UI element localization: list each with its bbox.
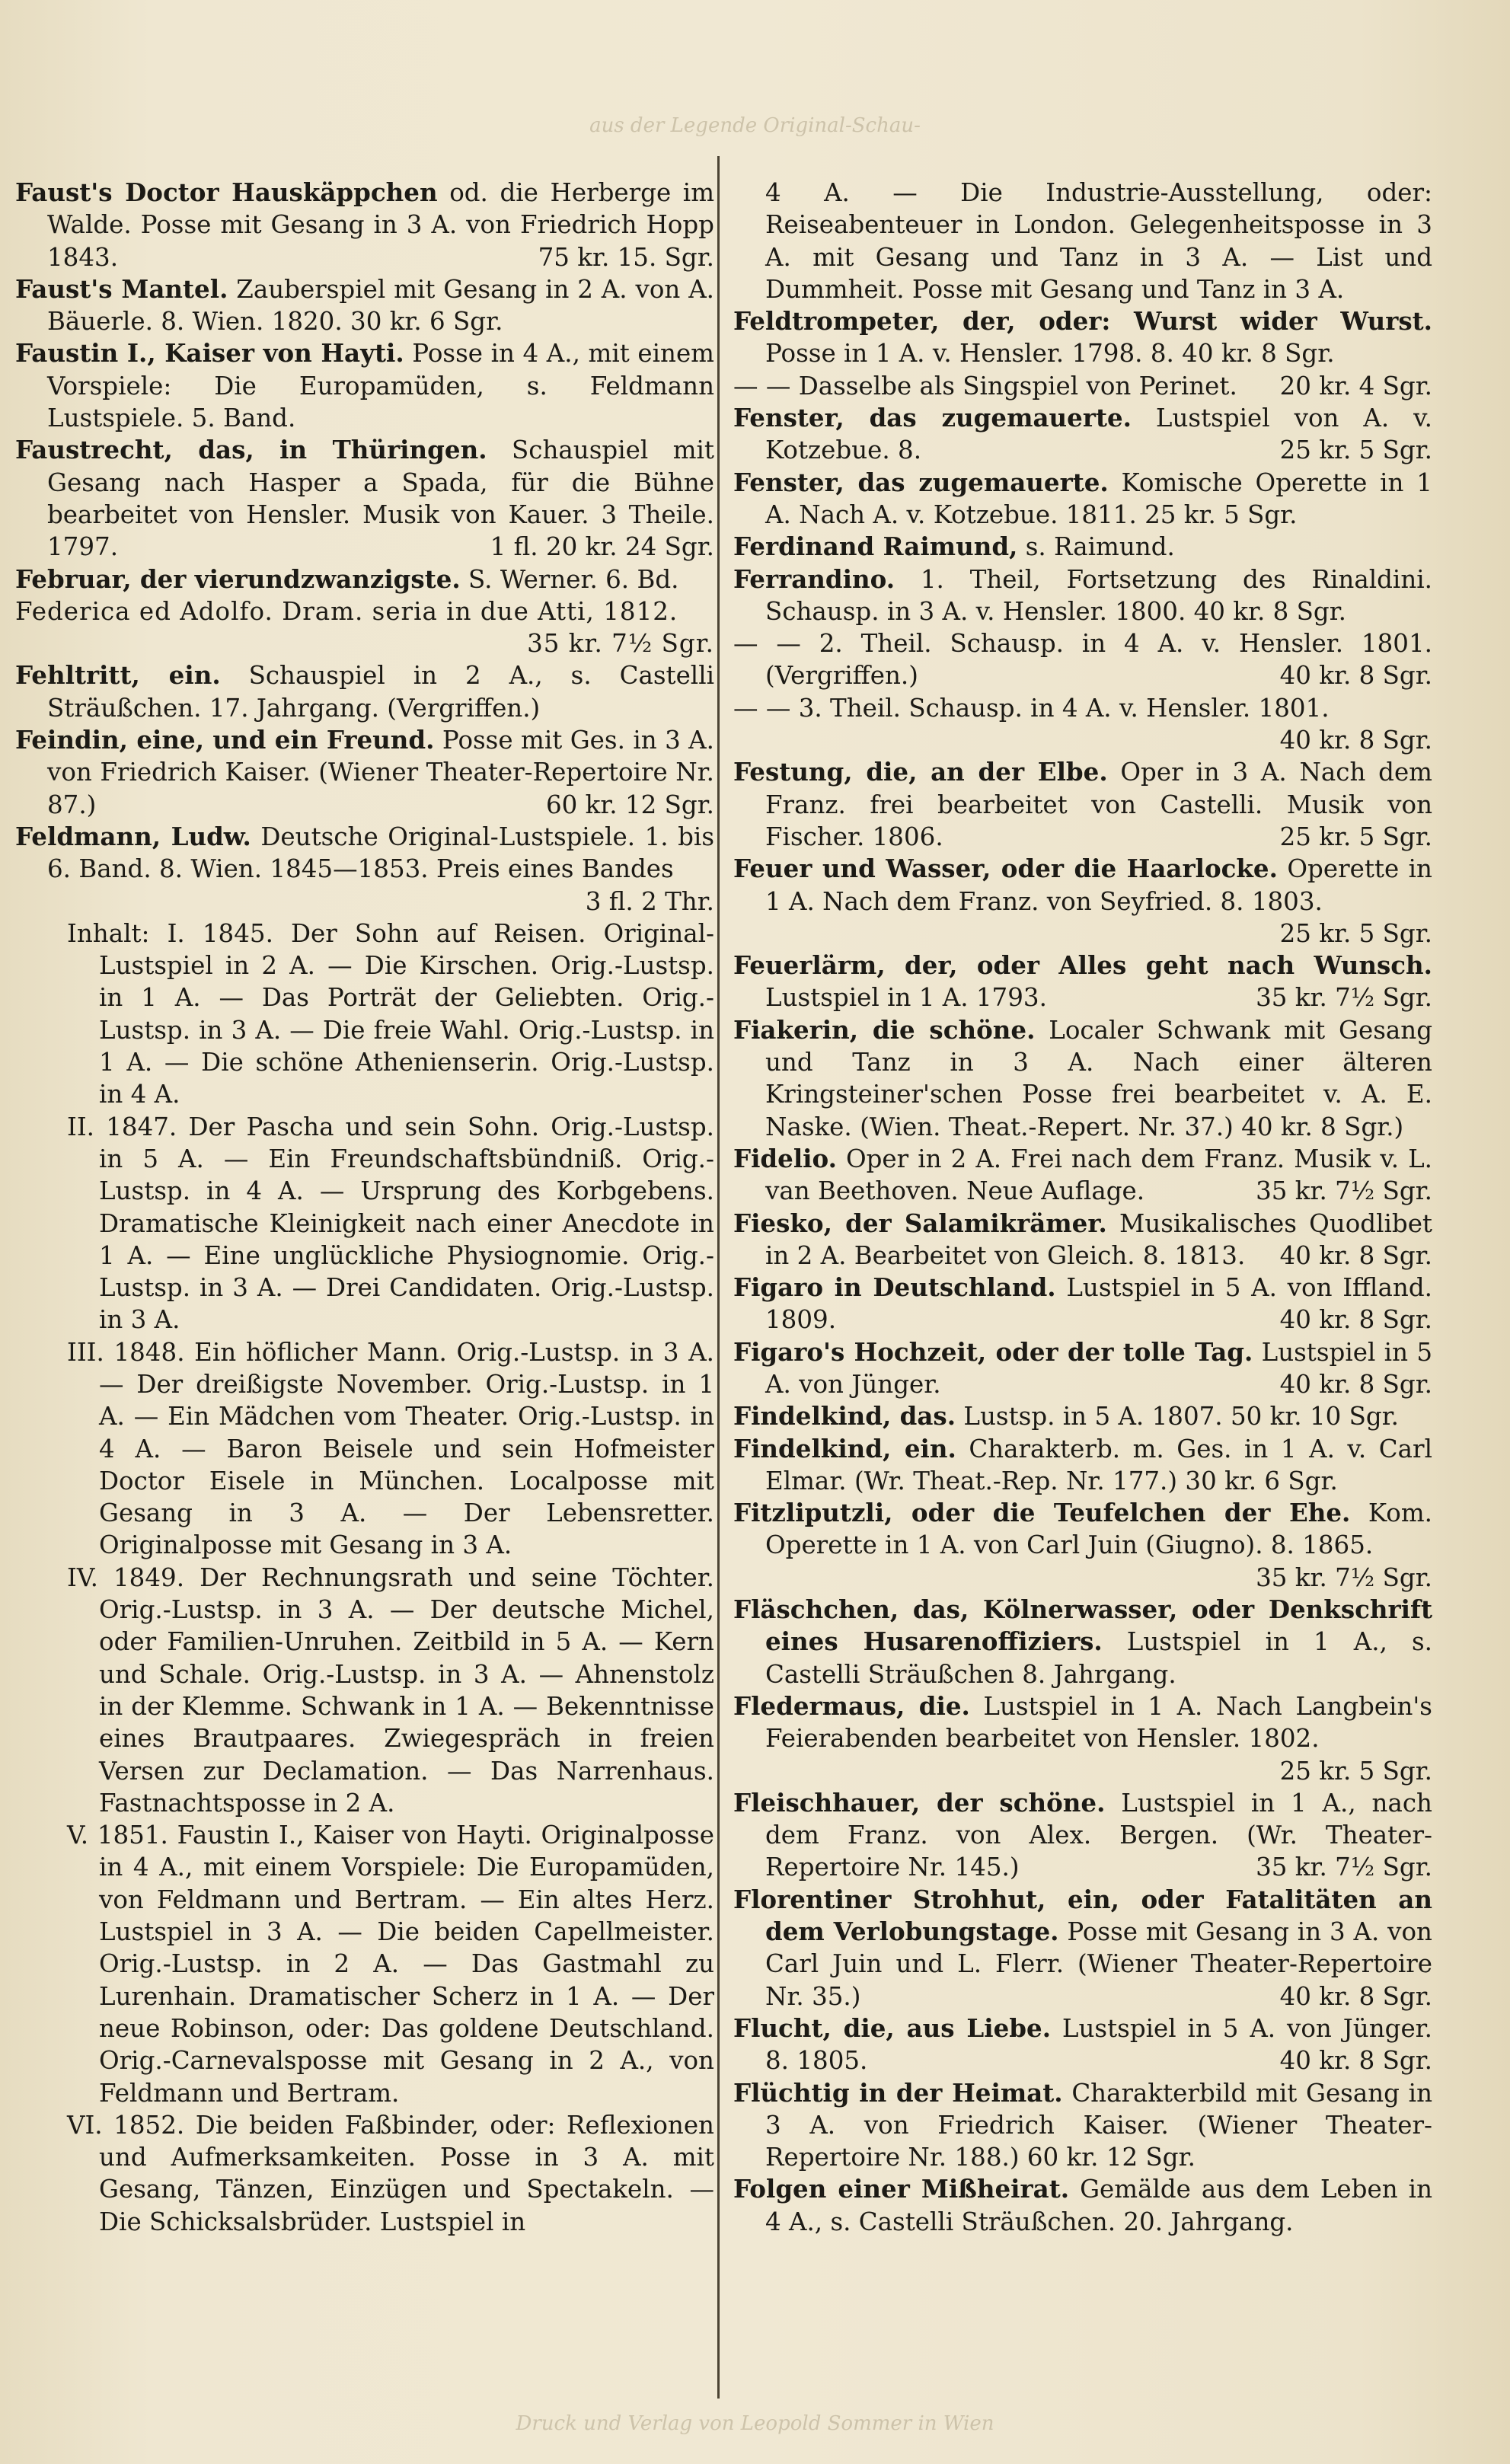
catalog-entry [15,273,714,338]
entry-text: Charakterb. m. Ges. in 1 A. v. Carl Elmar. (Wr. Theat.-Rep. Nr. 177.) 30 kr. 6 Sgr. [765,1434,1432,1495]
catalog-entry [733,305,1432,370]
entry-text: od. die Herberge im Walde. Posse mit Gesang in 3 A. von Friedrich Hopp 1843. [47,178,714,272]
entry-title: Feindin, eine, und ein Freund. [15,725,435,755]
entry-title: Fenster, das zugemauerte. [733,403,1132,433]
entry-text: Komische Operette in 1 A. Nach A. v. Kotzebue. 1811. 25 kr. 5 Sgr. [765,468,1432,529]
entry-text: Lustspiel in 1 A., nach dem Franz. von Alex. Bergen. (Wr. Theater-Repertoire Nr. 145.) [765,1788,1432,1882]
entry-title: Flüchtig in der Heimat. [733,2077,1063,2108]
entry-text: Charakterbild mit Gesang in 3 A. von Friedrich Kaiser. (Wiener Theater-Repertoire Nr. 188.) 60 kr. 12 Sgr. [765,2078,1432,2172]
catalog-entry [733,2012,1432,2077]
catalog-entry [733,2077,1432,2174]
catalog-entry [733,627,1432,692]
entry-price: 40 kr. 8 Sgr. [1279,1981,1432,2011]
entry-title: Faust's Mantel. [15,273,228,304]
entry-text: Localer Schwank mit Gesang und Tanz in 3 A. Nach einer älteren Kringsteiner'schen Posse frei bearbeitet v. A. E. Naske. (Wien. Theat.-Repert. Nr. 37.) 40 kr. 8 Sgr.) [765,1015,1432,1141]
catalog-entry [733,563,1432,628]
entry-price: 35 kr. 7½ Sgr. [1256,1562,1432,1592]
entry-title: Figaro in Deutschland. [733,1272,1056,1303]
catalog-entry [733,370,1432,402]
entry-text: Posse mit Gesang in 3 A. von Carl Juin und L. Flerr. (Wiener Theater-Repertoire Nr. 35.) [765,1917,1432,2011]
entry-price: 40 kr. 8 Sgr. [1279,661,1432,691]
entry-text: Lustsp. in 5 A. 1807. 50 kr. 10 Sgr. [963,1402,1400,1431]
catalog-entry [733,692,1432,755]
entry-title: — — [733,629,801,659]
entry-text: 1. Theil, Fortsetzung des Rinaldini. Schausp. in 3 A. v. Hensler. 1800. 40 kr. 8 Sgr. [765,564,1432,626]
catalog-entry [15,563,714,595]
catalog-entry [733,950,1432,1014]
entry-price: 60 kr. 12 Sgr. [545,790,714,819]
entry-text: Lustspiel von A. v. Kotzebue. 8. [765,404,1432,465]
entry-title: — — [733,371,791,401]
entry-text: Oper in 3 A. Nach dem Franz. frei bearbeitet von Castelli. Musik von Fischer. 1806. [765,758,1432,851]
catalog-entry [733,1208,1432,1272]
left-column [15,177,714,2392]
entry-text: s. Raimund. [1025,532,1175,562]
catalog-entry [733,853,1432,948]
entry-title: Fläschchen, das, Kölnerwasser, oder Denkschrift eines Husarenoffiziers. [733,1594,1432,1657]
volume-contents: II. 1847. Der Pascha und sein Sohn. Orig.-Lustsp. in 5 A. — Ein Freundschaftsbündniß. Orig.-Lustsp. in 4 A. — Ursprung des Korbgebens. Dramatische Kleinigkeit nach einer Anecdote in 1 A. — Eine unglückliche Physiognomie. Orig.-Lustsp. in 3 A. — Drei Candidaten. Orig.-Lustsp. in 3 A. [67,1112,714,1335]
entry-text: Lustspiel in 5 A. von Jünger. [765,1337,1432,1399]
entry-text: Posse mit Ges. in 3 A. von Friedrich Kaiser. (Wiener Theater-Repertoire Nr. 87.) [47,726,714,819]
catalog-entry [733,1336,1432,1401]
catalog-entry [733,756,1432,853]
entry-title: Findelkind, ein. [733,1433,956,1463]
entry-title: Folgen einer Mißheirat. [733,2174,1070,2204]
entry-title: Fiakerin, die schöne. [733,1014,1036,1045]
entry-price: 35 kr. 7½ Sgr. [1256,983,1432,1013]
entry-price: 40 kr. 8 Sgr. [1279,726,1432,755]
entry-text: Kom. Operette in 1 A. von Carl Juin (Giugno). 8. 1865. [765,1499,1432,1560]
entry-title: Faustrecht, das, in Thüringen. [15,435,487,465]
entry-title: Feuer und Wasser, oder die Haarlocke. [733,854,1278,884]
entry-price: 25 kr. 5 Sgr. [1279,1756,1432,1786]
entry-title: Fitzliputzli, oder die Teufelchen der Ehe. [733,1498,1351,1528]
entry-price: 1 fl. 20 kr. 24 Sgr. [490,532,714,562]
catalog-entry [733,1884,1432,2012]
entry-price: 40 kr. 8 Sgr. [1279,1369,1432,1399]
entry-title: Figaro's Hochzeit, oder der tolle Tag. [733,1336,1253,1367]
volume-contents: III. 1848. Ein höflicher Mann. Orig.-Lustsp. in 3 A. — Der dreißigste November. Orig.-Lustsp. in 1 A. — Ein Mädchen vom Theater. Orig.-Lustsp. in 4 A. — Baron Beisele und sein Hofmeister Doctor Eisele in München. Localposse mit Gesang in 3 A. — Der Lebensretter. Originalposse mit Gesang in 3 A. [67,1337,714,1560]
entry-title: Faustin I., Kaiser von Hayti. [15,338,404,369]
entry-text: Lustspiel in 1 A. Nach Langbein's Feierabenden bearbeitet von Hensler. 1802. [765,1691,1432,1754]
catalog-entry [15,821,714,916]
entry-text: Dram. seria in due Atti, 1812. [282,596,678,626]
catalog-entry [733,1787,1432,1884]
entry-price: 25 kr. 5 Sgr. [1279,918,1432,948]
entry-price: 40 kr. 8 Sgr. [1279,1240,1432,1270]
entry-title: Fenster, das zugemauerte. [733,467,1109,497]
bleed-through-text: Druck und Verlag von Leopold Sommer in Wien [516,2412,994,2435]
entry-title: Feuerlärm, der, oder Alles geht nach Wunsch. [733,950,1432,981]
entry-text: Lustspiel in 1 A. 1793. [765,983,1047,1013]
entry-title: Festung, die, an der Elbe. [733,757,1108,787]
catalog-entry [733,1594,1432,1690]
catalog-entry [15,595,714,659]
catalog-entry [733,1143,1432,1208]
entry-text: 2. Theil. Schausp. in 4 A. v. Hensler. 1801. (Vergriffen.) [765,629,1432,691]
catalog-entry [15,177,714,273]
entry-price: 25 kr. 5 Sgr. [1279,436,1432,465]
entry-price: 3 fl. 2 Thr. [585,886,714,916]
entry-text: Dasselbe als Singspiel von Perinet. [798,371,1237,401]
catalog-entry [733,1400,1432,1432]
entry-title: Ferrandino. [733,563,895,594]
entry-text: Schauspiel mit Gesang nach Hasper a Spada, für die Bühne bearbeitet von Hensler. Musik von Kauer. 3 Theile. 1797. [47,436,714,562]
entry-text: Posse in 1 A. v. Hensler. 1798. 8. 40 kr. 8 Sgr. [765,339,1335,369]
entry-title: Fleischhauer, der schöne. [733,1787,1106,1818]
volume-contents: IV. 1849. Der Rechnungsrath und seine Töchter. Orig.-Lustsp. in 3 A. — Der deutsche Michel, oder Familien-Unruhen. Zeitbild in 5 A. — Kern und Schale. Orig.-Lustsp. in 3 A. — Ahnenstolz in der Klemme. Schwank in 1 A. — Bekenntnisse eines Brautpaares. Zwiegespräch in freien Versen zur Declamation. — Das Narrenhaus. Fastnachtsposse in 2 A. [67,1562,714,1818]
volume-contents: V. 1851. Faustin I., Kaiser von Hayti. Originalposse in 4 A., mit einem Vorspiele: Die Europamüden, von Feldmann und Bertram. — Ein altes Herz. Lustspiel in 3 A. — Die beiden Capellmeister. Orig.-Lustsp. in 2 A. — Das Gastmahl zu Lurenhain. Dramatischer Scherz in 1 A. — Der neue Robinson, oder: Das goldene Deutschland. Orig.-Carnevalsposse mit Gesang in 2 A., von Feldmann und Bertram. [67,1821,714,2108]
entry-title: Feldmann, Ludw. [15,821,251,851]
entry-text: Posse in 4 A., mit einem Vorspiele: Die Europamüden, s. Feldmann Lustspiele. 5. Band. [47,339,714,433]
entry-title: Federica ed Adolfo. [15,596,273,626]
entry-price: 75 kr. 15. Sgr. [538,242,714,272]
catalog-entry [733,402,1432,467]
entry-text: 3. Theil. Schausp. in 4 A. v. Hensler. 1801. [798,693,1330,723]
entry-price: 20 kr. 4 Sgr. [1279,371,1432,401]
entry-title: Findelkind, das. [733,1401,956,1431]
entry-price: 25 kr. 5 Sgr. [1279,822,1432,851]
entry-text: Oper in 2 A. Frei nach dem Franz. Musik v. L. van Beethoven. Neue Auflage. [765,1144,1432,1206]
entry-title: Fehltritt, ein. [15,660,221,691]
entry-text: Lustspiel in 5 A. von Jünger. 8. 1805. [765,2013,1432,2076]
catalog-entry [733,2173,1432,2238]
volume-contents: VI. 1852. Die beiden Faßbinder, oder: Reflexionen und Aufmerksamkeiten. Posse in 3 A. mit Gesang, Tänzen, Einzügen und Spectakeln. — Die Schicksalsbrüder. Lustspiel in [67,2110,714,2236]
entry-price: 40 kr. 8 Sgr. [1279,1305,1432,1335]
catalog-entry [15,337,714,434]
catalog-entry [733,1433,1432,1498]
catalog-entry [733,531,1432,563]
entry-price: 35 kr. 7½ Sgr. [1256,1853,1432,1882]
entry-title: — — [733,693,791,723]
volume-contents: Inhalt: I. 1845. Der Sohn auf Reisen. Original-Lustspiel in 2 A. — Die Kirschen. Orig.-Lustsp. in 1 A. — Das Porträt der Geliebten. Orig.-Lustsp. in 3 A. — Die freie Wahl. Orig.-Lustsp. in 1 A. — Die schöne Athenienserin. Orig.-Lustsp. in 4 A. [67,918,714,1109]
entry-text: Lustspiel in 1 A., s. Castelli Sträußchen 8. Jahrgang. [765,1627,1432,1689]
entry-title: Feldtrompeter, der, oder: Wurst wider Wurst. [733,306,1432,337]
entry-text: Lustspiel in 5 A. von Iffland. 1809. [765,1273,1432,1335]
entry-title: Faust's Doctor Hauskäppchen [15,177,438,207]
catalog-entry [733,1690,1432,1786]
continued-text: 4 A. — Die Industrie-Ausstellung, oder: Reiseabenteuer in London. Gelegenheitsposse in 3 A. mit Gesang und Tanz in 3 A. — List und Dummheit. Posse mit Gesang und Tanz in 3 A. [765,178,1432,304]
entry-text: Musikalisches Quodlibet in 2 A. Bearbeitet von Gleich. 8. 1813. [765,1208,1432,1270]
entry-text: Operette in 1 A. Nach dem Franz. von Seyfried. 8. 1803. [765,854,1432,916]
entry-text: Gemälde aus dem Leben in 4 A., s. Castelli Sträußchen. 20. Jahrgang. [765,2175,1432,2236]
catalog-entry [15,659,714,724]
column-divider [717,156,720,2399]
entry-text: S. Werner. 6. Bd. [468,564,679,594]
entry-title: Florentiner Strohhut, ein, oder Fatalitäten an dem Verlobungstage. [733,1884,1432,1947]
right-column [733,177,1432,2392]
catalog-entry [733,1014,1432,1143]
entry-title: Fidelio. [733,1143,837,1173]
catalog-entry [15,434,714,563]
entry-title: Februar, der vierundzwanzigste. [15,563,461,594]
catalog-entry [733,467,1432,531]
entry-price: 35 kr. 7½ Sgr. [1256,1176,1432,1206]
entry-title: Fledermaus, die. [733,1690,970,1721]
entry-title: Fiesko, der Salamikrämer. [733,1208,1107,1238]
entry-text: Deutsche Original-Lustspiele. 1. bis 6. Band. 8. Wien. 1845—1853. Preis eines Bandes [47,822,714,884]
catalog-entry [733,1497,1432,1592]
catalog-entry [15,724,714,821]
entry-text: Schauspiel in 2 A., s. Castelli Sträußchen. 17. Jahrgang. (Vergriffen.) [47,661,714,723]
bleed-through-text: aus der Legende Original-Schau- [589,114,921,137]
entry-title: Ferdinand Raimund, [733,531,1018,562]
entry-title: Flucht, die, aus Liebe. [733,2012,1052,2043]
entry-text: Zauberspiel mit Gesang in 2 A. von A. Bäuerle. 8. Wien. 1820. 30 kr. 6 Sgr. [47,274,714,337]
catalog-entry [733,1272,1432,1336]
entry-price: 35 kr. 7½ Sgr. [527,629,714,659]
entry-price: 40 kr. 8 Sgr. [1279,2046,1432,2076]
